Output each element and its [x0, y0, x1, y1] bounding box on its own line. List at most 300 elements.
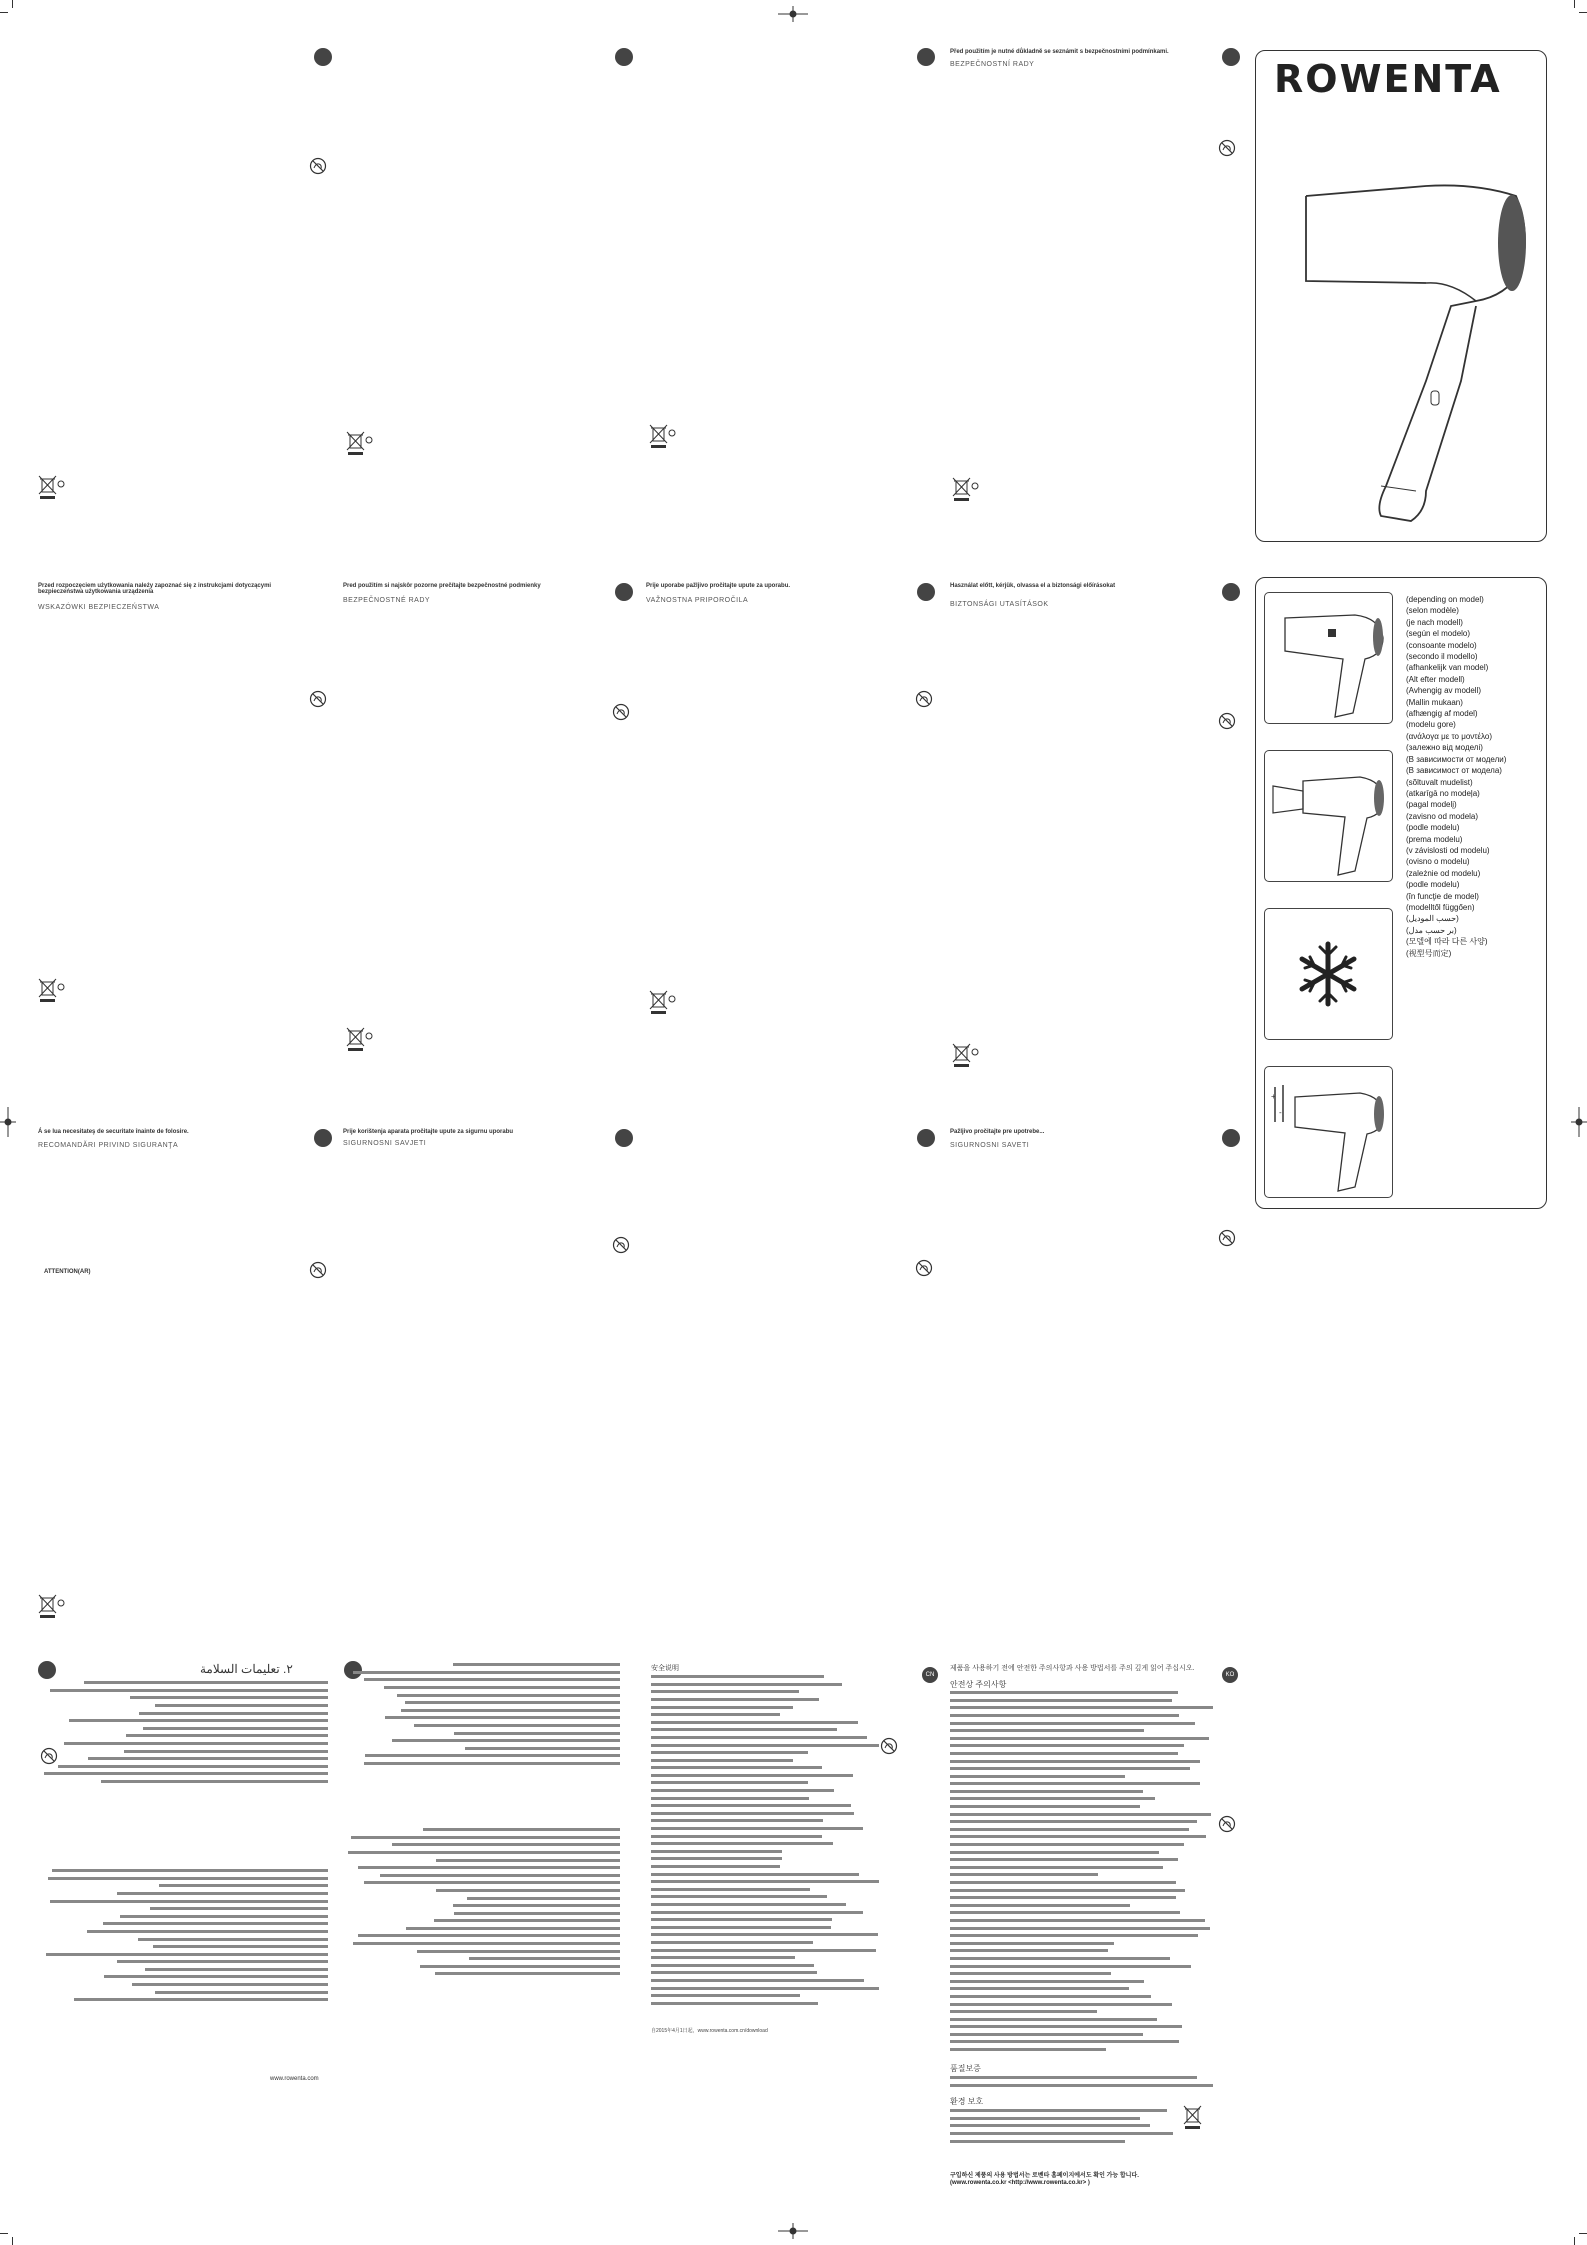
text-line — [651, 1758, 881, 1766]
text-line-block — [651, 1911, 863, 1914]
section-marker-dot — [615, 1129, 633, 1147]
text-line — [345, 1956, 620, 1964]
recycling-bin-icon — [950, 1040, 980, 1070]
hair-dryer-ionic-icon — [1265, 1067, 1392, 1197]
arabic-body-text-2 — [38, 1868, 328, 2005]
model-label: (Mallin mukaan) — [1406, 697, 1463, 707]
korean-body-text — [950, 1690, 1215, 2055]
korean-text-column — [950, 1664, 1215, 1691]
text-line-block — [651, 1789, 834, 1792]
text-line-block — [380, 1874, 620, 1877]
section-title-hu: Használat előtt, kérjük, olvassa el a biztonsági előírásokat — [950, 583, 1116, 589]
text-line-block — [950, 1949, 1108, 1952]
text-line-block — [950, 2084, 1213, 2087]
text-line — [651, 1894, 881, 1902]
text-line-block — [74, 1998, 328, 2001]
text-line — [38, 1982, 328, 1990]
text-line — [950, 1781, 1215, 1789]
text-line-block — [130, 1696, 328, 1699]
do-not-touch-icon — [612, 1236, 630, 1254]
text-line — [950, 1963, 1215, 1971]
farsi-body-text-1 — [345, 1662, 620, 1768]
text-line-block — [950, 1797, 1155, 1800]
text-line-block — [64, 1742, 328, 1745]
model-label: (în funcţie de model) — [1406, 891, 1479, 901]
text-line-block — [651, 1759, 793, 1762]
text-line — [651, 1803, 881, 1811]
text-line-block — [950, 1873, 1098, 1876]
model-label: (je nach modell) — [1406, 617, 1463, 627]
text-line-block — [155, 1704, 328, 1707]
text-line-block — [364, 1762, 620, 1765]
text-line-block — [101, 1780, 328, 1783]
text-line — [950, 1812, 1215, 1820]
text-line — [651, 1909, 881, 1917]
text-line — [651, 1871, 881, 1879]
text-line-block — [69, 1719, 328, 1722]
text-line — [38, 1883, 328, 1891]
text-line-block — [138, 1938, 328, 1941]
text-line — [950, 1895, 1215, 1903]
section-title-cz: Před použitím je nutné důkladně se seznámit s bezpečnostními podmínkami. — [950, 49, 1169, 55]
text-line-block — [950, 2109, 1167, 2112]
text-line — [345, 1865, 620, 1873]
text-line-block — [353, 1942, 620, 1945]
text-line — [950, 1979, 1215, 1987]
text-line-block — [87, 1930, 328, 1933]
text-line — [38, 1748, 328, 1756]
text-line-block — [50, 1900, 328, 1903]
text-line — [950, 1956, 1215, 1964]
text-line — [651, 1940, 881, 1948]
text-line-block — [143, 1727, 328, 1730]
text-line-block — [950, 2140, 1125, 2143]
text-line — [38, 1906, 328, 1914]
text-line-block — [401, 1709, 620, 1712]
text-line-block — [453, 1904, 620, 1907]
crop-mark — [12, 0, 13, 8]
recycling-bin-icon — [950, 474, 980, 504]
text-line — [651, 1765, 881, 1773]
text-line — [950, 1698, 1215, 1706]
do-not-touch-icon — [1218, 712, 1236, 730]
text-line — [950, 1872, 1215, 1880]
text-line-block — [950, 1729, 1144, 1732]
text-line — [950, 1758, 1215, 1766]
text-line-block — [454, 1732, 620, 1735]
text-line-block — [651, 1774, 853, 1777]
hair-dryer-concentrator-icon — [1265, 751, 1392, 881]
text-line — [651, 1727, 881, 1735]
model-label: (modelu gore) — [1406, 720, 1456, 730]
model-label: (залежно від моделі) — [1406, 743, 1483, 753]
text-line-block — [950, 1904, 1130, 1907]
text-line-block — [353, 1671, 620, 1674]
model-label: (ανάλογα με το μοντέλο) — [1406, 731, 1492, 741]
text-line-block — [651, 1873, 859, 1876]
text-line — [38, 1952, 328, 1960]
model-thumb-dryer — [1264, 592, 1393, 724]
crop-mark — [12, 2237, 13, 2245]
model-thumb-cold — [1264, 908, 1393, 1040]
text-line-block — [358, 1866, 620, 1869]
text-line — [651, 1811, 881, 1819]
text-line — [950, 1941, 1215, 1949]
text-line-block — [651, 1744, 879, 1747]
text-line-block — [651, 1941, 813, 1944]
text-line-block — [651, 1736, 867, 1739]
section-subtitle-hr: SIGURNOSNI SAVJETI — [343, 1140, 427, 1147]
section-subtitle-sk: BEZPEČNOSTNÉ RADY — [343, 597, 431, 604]
text-line — [950, 1887, 1215, 1895]
text-line — [651, 1925, 881, 1933]
arabic-heading: ٢. تعليمات السلامة — [200, 1662, 293, 1676]
model-label: (Avhengig av modell) — [1406, 686, 1482, 696]
section-subtitle-ro: RECOMANDĂRI PRIVIND SIGURANŢA — [38, 1142, 179, 1149]
text-line-block — [651, 1987, 879, 1990]
text-line — [651, 1674, 881, 1682]
text-line-block — [469, 1957, 620, 1960]
korean-environment-title: 환경 보호 — [950, 2097, 984, 2106]
section-title-pl: Przed rozpoczęciem użytkowania należy zapoznać się z instrukcjami dotyczącymi bezpieczeństwa użytkowania urządzenia — [38, 583, 272, 595]
recycling-bin-icon — [36, 975, 66, 1005]
text-line — [950, 1971, 1215, 1979]
text-line — [345, 1903, 620, 1911]
registration-mark-bottom — [778, 2223, 808, 2239]
model-label: (В зависимости от модели) — [1406, 754, 1507, 764]
text-line — [345, 1888, 620, 1896]
text-line — [38, 1695, 328, 1703]
text-line-block — [651, 1842, 833, 1845]
text-line — [651, 2001, 881, 2009]
text-line-block — [651, 1903, 846, 1906]
text-line — [38, 1891, 328, 1899]
text-line-block — [436, 1889, 620, 1892]
text-line — [950, 2138, 1175, 2146]
text-line — [950, 1849, 1215, 1857]
text-line-block — [153, 1945, 328, 1948]
chinese-heading: 安全说明 — [651, 1665, 679, 1672]
text-line — [950, 1743, 1215, 1751]
text-line — [345, 1723, 620, 1731]
text-line — [950, 2001, 1215, 2009]
text-line-block — [651, 2002, 818, 2005]
text-line-block — [88, 1757, 328, 1760]
text-line-block — [651, 1812, 854, 1815]
do-not-touch-icon — [915, 690, 933, 708]
text-line — [38, 1733, 328, 1741]
text-line — [345, 1738, 620, 1746]
text-line — [950, 1910, 1215, 1918]
text-line — [345, 1933, 620, 1941]
crop-mark — [0, 12, 8, 13]
korean-warranty-title: 품질보증 — [950, 2064, 981, 2073]
section-marker-dot — [615, 48, 633, 66]
section-marker-dot — [917, 48, 935, 66]
text-line — [651, 1750, 881, 1758]
text-line-block — [950, 2033, 1143, 2036]
text-line — [651, 1879, 881, 1887]
text-line — [950, 1819, 1215, 1827]
text-line — [38, 1914, 328, 1922]
model-label: (secondo il modello) — [1406, 652, 1478, 662]
text-line-block — [651, 1804, 851, 1807]
svg-text:+: + — [1271, 1092, 1276, 1101]
text-line — [950, 2123, 1175, 2131]
text-line — [345, 1911, 620, 1919]
korean-environment-text — [950, 2108, 1175, 2146]
text-line — [950, 2009, 1215, 2017]
attention-label: ATTENTION(AR) — [44, 1269, 91, 1275]
text-line — [38, 1779, 328, 1787]
text-line-block — [651, 1949, 876, 1952]
model-label: (В зависимост от модела) — [1406, 766, 1502, 776]
text-line-block — [651, 1683, 842, 1686]
text-line-block — [651, 1713, 780, 1716]
text-line-block — [434, 1919, 620, 1922]
text-line-block — [358, 1934, 620, 1937]
text-line — [38, 1710, 328, 1718]
model-label: (모델에 따라 다른 사양) — [1406, 937, 1488, 947]
text-line-block — [467, 1897, 620, 1900]
text-line-block — [651, 1956, 795, 1959]
recycling-bin-icon — [647, 987, 677, 1017]
text-line — [950, 2032, 1215, 2040]
cover-panel — [1255, 50, 1547, 542]
section-title-sl: Prije uporabe pažljivo pročitajte upute za uporabu. — [646, 583, 791, 589]
text-line-block — [453, 1663, 620, 1666]
text-line-block — [651, 1751, 808, 1754]
text-line — [345, 1880, 620, 1888]
text-line — [651, 1985, 881, 1993]
text-line-block — [950, 2040, 1179, 2043]
model-label: (modelltől függően) — [1406, 902, 1475, 912]
text-line-block — [950, 1820, 1197, 1823]
text-line-block — [406, 1927, 620, 1930]
text-line — [651, 1742, 881, 1750]
text-line — [345, 1708, 620, 1716]
farsi-body-text-2 — [345, 1827, 620, 1979]
section-marker-dot — [314, 48, 332, 66]
do-not-touch-icon — [880, 1737, 898, 1755]
korean-intro: 제품을 사용하기 전에 안전한 주의사항과 사용 방법서를 주의 깊게 읽어 주십시오. — [950, 1665, 1195, 1672]
text-line — [38, 1974, 328, 1982]
text-line-block — [950, 1706, 1213, 1709]
text-line — [38, 1703, 328, 1711]
text-line — [38, 1726, 328, 1734]
text-line — [38, 1764, 328, 1772]
text-line-block — [950, 1972, 1111, 1975]
model-label: (atkarīgā no modeļa) — [1406, 788, 1480, 798]
text-line — [950, 1804, 1215, 1812]
text-line — [38, 1771, 328, 1779]
text-line — [651, 1864, 881, 1872]
text-line — [950, 1986, 1215, 1994]
text-line-block — [651, 1721, 858, 1724]
text-line-block — [117, 1892, 328, 1895]
text-line — [651, 1947, 881, 1955]
do-not-touch-icon — [1218, 139, 1236, 157]
text-line — [345, 1662, 620, 1670]
do-not-touch-icon — [1218, 1815, 1236, 1833]
model-label: (بر حسب مدل) — [1406, 925, 1457, 935]
text-line-block — [651, 1888, 810, 1891]
text-line — [651, 1682, 881, 1690]
brand-logo: ROWENTA — [1274, 57, 1502, 101]
crop-mark — [1579, 2233, 1587, 2234]
text-line-block — [405, 1701, 620, 1704]
text-line-block — [651, 1781, 808, 1784]
korean-footer-line1: 구입하신 제품의 사용 방법서는 로벤타 홈페이지에서도 확인 가능 합니다. — [950, 2173, 1139, 2179]
model-label: (sõltuvalt mudelist) — [1406, 777, 1473, 787]
text-line — [345, 1761, 620, 1769]
text-line-block — [465, 1747, 620, 1750]
text-line-block — [420, 1965, 620, 1968]
section-title-sk: Pred použitím si najskôr pozorne prečítajte bezpečnostné podmienky — [343, 583, 541, 589]
text-line-block — [950, 1851, 1159, 1854]
lang-badge-cn: CN — [922, 1667, 938, 1683]
model-label: (afhankelijk van model) — [1406, 663, 1489, 673]
section-marker-dot — [1222, 583, 1240, 601]
text-line-block — [44, 1772, 328, 1775]
text-line-block — [950, 1889, 1185, 1892]
text-line-block — [651, 1880, 879, 1883]
text-line-block — [423, 1828, 620, 1831]
text-line — [651, 1963, 881, 1971]
text-line — [651, 1780, 881, 1788]
hair-dryer-illustration — [1276, 131, 1536, 531]
text-line-block — [385, 1716, 620, 1719]
text-line — [38, 1944, 328, 1952]
registration-mark-right — [1571, 1107, 1587, 1137]
model-label: (podle modelu) — [1406, 823, 1460, 833]
text-line-block — [950, 1744, 1184, 1747]
text-line-block — [651, 1706, 793, 1709]
text-line-block — [950, 1805, 1140, 1808]
model-thumb-diffuser — [1264, 750, 1393, 882]
text-line-block — [651, 1933, 878, 1936]
section-marker-dot — [917, 1129, 935, 1147]
text-line-block — [435, 1972, 620, 1975]
recycling-bin-icon — [1181, 2102, 1211, 2132]
text-line — [345, 1730, 620, 1738]
text-line — [345, 1918, 620, 1926]
section-title-ro: Á se lua necesitateş de securitate înainte de folosire. — [38, 1129, 189, 1135]
text-line-block — [50, 1689, 328, 1692]
do-not-touch-icon — [309, 690, 327, 708]
text-line-block — [48, 1877, 328, 1880]
text-line — [950, 1796, 1215, 1804]
model-thumb-ion — [1264, 1066, 1393, 1198]
text-line — [950, 1933, 1215, 1941]
recycling-bin-icon — [344, 1024, 374, 1054]
text-line — [345, 1677, 620, 1685]
section-marker-dot — [615, 583, 633, 601]
text-line-block — [351, 1836, 620, 1839]
text-line-block — [52, 1869, 328, 1872]
do-not-touch-icon — [1218, 1229, 1236, 1247]
text-line — [950, 1705, 1215, 1713]
text-line — [950, 1713, 1215, 1721]
text-line — [345, 1895, 620, 1903]
model-label: (podle modelu) — [1406, 880, 1460, 890]
model-label: (prema modelu) — [1406, 834, 1463, 844]
text-line — [38, 1929, 328, 1937]
text-line-block — [132, 1983, 328, 1986]
model-label: (selon modèle) — [1406, 606, 1459, 616]
text-line — [38, 1718, 328, 1726]
text-line-block — [651, 1827, 863, 1830]
section-marker-dot — [314, 1129, 332, 1147]
text-line — [345, 1850, 620, 1858]
text-line-block — [950, 2124, 1150, 2127]
model-label: (afhængig af model) — [1406, 709, 1478, 719]
text-line — [38, 1876, 328, 1884]
text-line — [651, 1720, 881, 1728]
text-line — [38, 1997, 328, 2005]
korean-footer-line2: (www.rowenta.co.kr <http://www.rowenta.co.kr> ) — [950, 2180, 1090, 2186]
text-line-block — [454, 1912, 620, 1915]
text-line-block — [950, 1714, 1179, 1717]
text-line-block — [950, 1987, 1129, 1990]
text-line-block — [364, 1678, 620, 1681]
arabic-body-text-1 — [38, 1680, 328, 1786]
text-line-block — [950, 1965, 1191, 1968]
text-line — [950, 1880, 1215, 1888]
text-line — [950, 2017, 1215, 2025]
text-line-block — [145, 1968, 328, 1971]
text-line — [950, 1766, 1215, 1774]
text-line — [950, 1925, 1215, 1933]
text-line-block — [84, 1681, 328, 1684]
text-line-block — [436, 1859, 620, 1862]
text-line-block — [950, 1911, 1180, 1914]
hair-dryer-icon — [1265, 593, 1392, 723]
text-line — [651, 1735, 881, 1743]
text-line-block — [651, 1979, 864, 1982]
text-line — [651, 1932, 881, 1940]
text-line — [651, 1856, 881, 1864]
text-line-block — [150, 1907, 328, 1910]
text-line — [651, 1773, 881, 1781]
model-label: (v závislosti od modelu) — [1406, 845, 1490, 855]
text-line-block — [651, 1835, 822, 1838]
text-line-block — [950, 1934, 1198, 1937]
korean-warranty-text — [950, 2075, 1215, 2090]
text-line-block — [104, 1975, 328, 1978]
recycling-bin-icon — [36, 472, 66, 502]
text-line — [345, 1685, 620, 1693]
text-line-block — [365, 1754, 620, 1757]
text-line — [950, 2024, 1215, 2032]
text-line — [950, 2047, 1215, 2055]
section-subtitle-cz: BEZPEČNOSTNÍ RADY — [950, 61, 1035, 68]
text-line-block — [950, 2003, 1172, 2006]
section-subtitle-sr: SIGURNOSNI SAVETI — [950, 1142, 1030, 1149]
text-line-block — [950, 1881, 1176, 1884]
crop-mark — [1574, 2237, 1575, 2245]
text-line — [950, 1827, 1215, 1835]
lang-badge-ko: KO — [1222, 1667, 1238, 1683]
text-line-block — [117, 1960, 328, 1963]
section-marker-dot — [1222, 1129, 1240, 1147]
text-line — [651, 1970, 881, 1978]
text-line-block — [950, 1995, 1151, 1998]
section-marker-dot — [917, 583, 935, 601]
text-line — [950, 1842, 1215, 1850]
text-line-block — [417, 1950, 620, 1953]
text-line — [651, 1697, 881, 1705]
